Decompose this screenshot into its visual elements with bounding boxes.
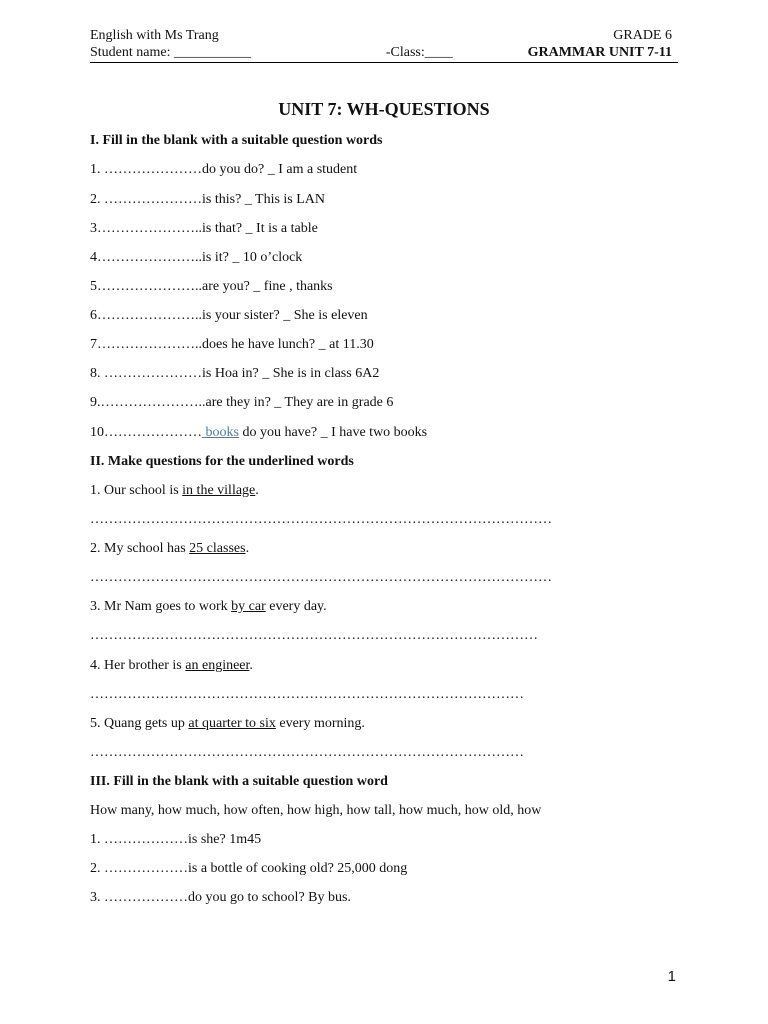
blank: 9.………………….. [90,395,206,410]
s3-item-2 [90,861,407,877]
blank: 2. ……………… [90,861,188,876]
underlined-phrase: at quarter to six [188,716,276,731]
s1-item-10 [90,425,427,441]
blank: 2. ………………… [90,192,202,207]
header-row-2 [90,44,672,61]
s1-item-4 [90,250,302,266]
s1-item-5 [90,279,333,295]
s3-item-3 [90,890,351,906]
section-2-heading: II. Make questions for the underlined words [90,454,354,469]
item-text: is this? _ This is LAN [202,192,326,207]
section-1-heading: I. Fill in the blank with a suitable question words [90,133,383,148]
item-text: do you go to school? By bus. [188,890,351,905]
item-text: does he have lunch? _ at 11.30 [202,337,374,352]
s1-item-2 [90,192,325,208]
underlined-phrase: by car [231,599,266,614]
word-bank: How many, how much, how often, how high, how tall, how much, how old, how [90,803,542,818]
class-field: -Class:____ [385,45,453,60]
item-text: are you? _ fine , thanks [202,279,333,294]
item-text-end: . [249,658,253,673]
item-text: is Hoa in? _ She is in class 6A2 [202,366,380,381]
page-title: UNIT 7: WH-QUESTIONS [278,99,490,119]
grade-label: GRADE 6 [613,28,672,43]
s1-item-6 [90,308,368,324]
blank: 3………………….. [90,221,202,236]
item-text: is a bottle of cooking old? 25,000 dong [188,861,408,876]
s2-answer-line-2: ……………………………………………………………………………………… [90,570,552,585]
s2-item-3 [90,599,327,615]
item-text-end: . [255,483,259,498]
s2-answer-line-3: …………………………………………………………………………………… [90,628,538,643]
item-text: 1. Our school is [90,483,183,498]
blank: 3. ……………… [90,890,188,905]
books-link[interactable]: books [202,425,239,440]
item-text-end: . [245,541,250,556]
item-text: are they in? _ They are in grade 6 [205,395,394,410]
section-3-heading: III. Fill in the blank with a suitable question word [90,774,388,789]
blank: 6………………….. [90,308,202,323]
item-text: do you have? _ I have two books [238,425,428,440]
unit-label: GRAMMAR UNIT 7-11 [527,45,672,60]
student-name-field: Student name: ___________ [90,45,251,60]
blank: 10………………… [90,425,202,440]
s1-item-8 [90,366,379,382]
underlined-phrase: an engineer [185,658,250,673]
s2-answer-line-4: ………………………………………………………………………………… [90,687,524,702]
s1-item-3 [90,221,318,237]
item-text-end: every day. [265,599,327,614]
page-header [90,27,672,61]
blank: 7………………….. [90,337,202,352]
item-text: do you do? _ I am a student [202,162,358,177]
blank: 5………………….. [90,279,202,294]
s1-item-7 [90,337,374,353]
item-text: 4. Her brother is [90,658,186,673]
s1-item-9 [90,395,393,411]
s3-item-1 [90,832,261,848]
item-text: is she? 1m45 [188,832,262,847]
s2-answer-line-1: ……………………………………………………………………………………… [90,512,552,527]
item-text: is it? _ 10 o’clock [202,250,303,265]
s2-item-1 [90,483,259,499]
s2-answer-line-5: ………………………………………………………………………………… [90,745,524,760]
underlined-phrase: in the village [182,483,256,498]
item-text: 5. Quang gets up [90,716,189,731]
item-text: 2. My school has [90,541,190,556]
item-text-end: every morning. [275,716,365,731]
s2-item-2 [90,541,249,557]
underlined-phrase: 25 classes [189,541,246,556]
item-text: 3. Mr Nam goes to work [90,599,232,614]
header-divider [90,62,678,63]
blank: 1. ………………… [90,162,202,177]
s2-item-5 [90,716,365,732]
blank: 4………………….. [90,250,202,265]
item-text: is your sister? _ She is eleven [202,308,368,323]
item-text: is that? _ It is a table [202,221,318,236]
header-row-1 [90,27,672,44]
s1-item-1 [90,162,357,178]
blank: 8. ………………… [90,366,202,381]
page-number: 1 [667,968,676,985]
blank: 1. ……………… [90,832,188,847]
teacher-label: English with Ms Trang [90,28,219,43]
s2-item-4 [90,658,253,674]
